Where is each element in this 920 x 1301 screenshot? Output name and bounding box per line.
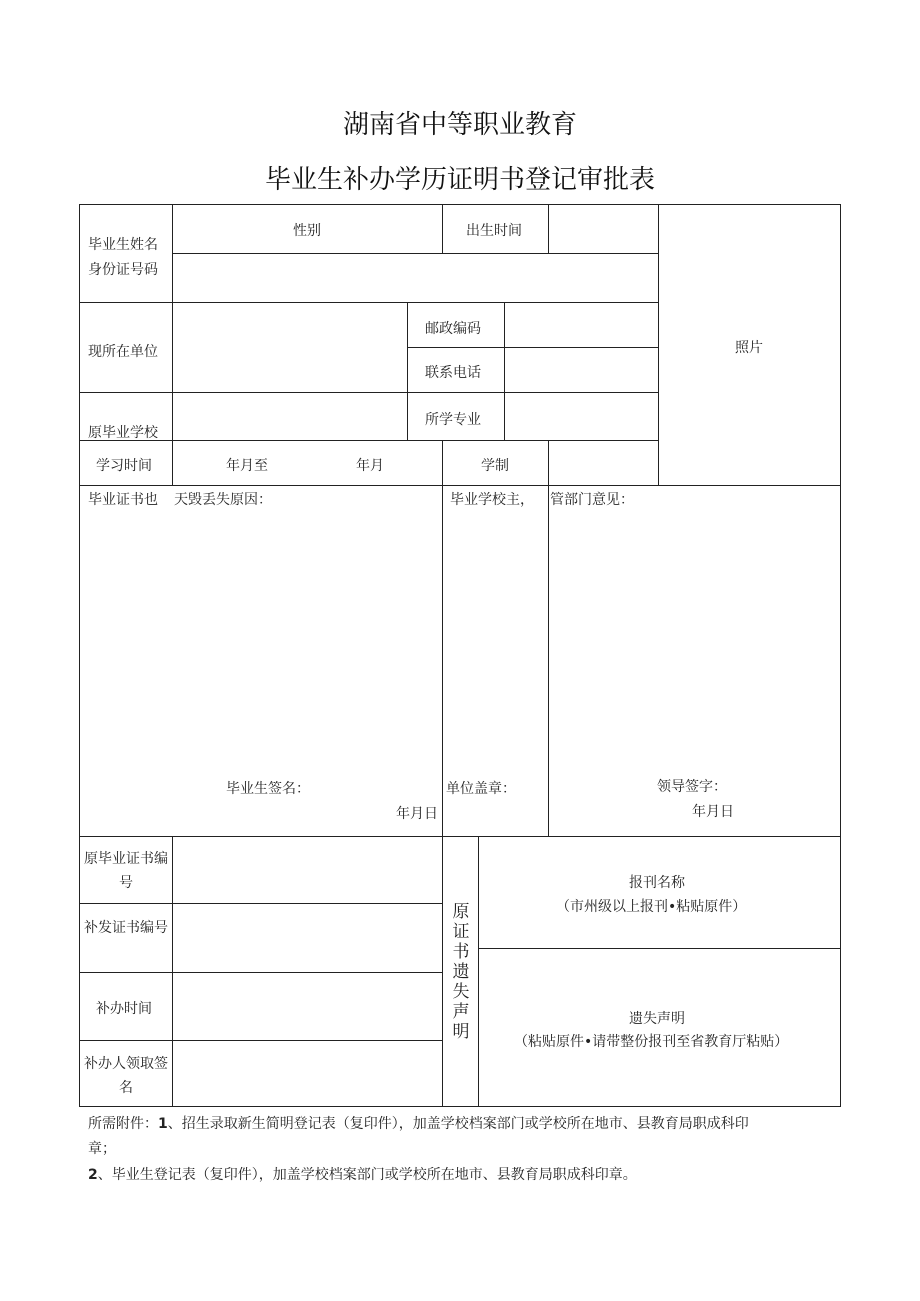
orig-cert-no-label: 原毕业证书编号 [84,851,168,891]
gender-label: 性别 [293,223,321,239]
note-num-1: 1 [158,1116,168,1132]
form-title-line1: 湖南省中等职业教育 [342,110,577,140]
loss-stmt-note: （粘贴原件•请带整份报刊至省教育厅粘贴） [514,1034,789,1050]
rule-col-schooling [548,440,549,485]
table-border-top [79,204,841,205]
rule-newspaper [478,948,840,949]
school-label: 原毕业学校 [88,425,158,441]
rule-postcode [407,347,659,348]
rule-col-reason [442,485,443,836]
loss-stmt-title: 遗失声明 [629,1011,685,1027]
rule-col-label [172,204,173,485]
rule-col-label2 [172,836,173,1107]
note-line-2 [88,1164,637,1184]
reissue-cert-no-label: 补发证书编号 [84,920,168,936]
photo-label: 照片 [735,340,763,356]
note-item-2: 、毕业生登记表（复印件），加盖学校档案部门或学校所在地市、县教育局职成科印章。 [97,1167,637,1183]
rule-row8 [79,972,443,973]
major-label: 所学专业 [425,412,481,428]
dept-opinion-label: 管部门意见： [550,492,634,508]
note-num-2: 2 [88,1167,98,1183]
rule-row9 [79,1040,443,1041]
rule-row4 [79,440,659,441]
id-label: 身份证号码 [88,262,158,278]
rule-row2 [79,302,659,303]
date-1: 年月日 [396,806,438,822]
table-border-right [840,204,841,1107]
rule-row7 [79,903,443,904]
note-prefix: 所需附件： [88,1116,158,1132]
rule-col-postcode [407,302,408,440]
unit-seal-label: 单位盖章： [446,781,516,797]
rule-col-vert-b [478,836,479,1107]
note-line-1-cont: 章； [88,1141,116,1157]
date-2: 年月日 [692,804,734,820]
school-head-label: 毕业学校主， [450,492,534,508]
rule-col-photo [658,204,659,485]
rule-row6 [79,836,841,837]
rule-col-study [442,440,443,485]
loss-reason-label: 天毁丢失原因： [174,492,272,508]
table-border-bottom [79,1106,841,1107]
rule-col-gender-end [442,204,443,253]
birth-label: 出生时间 [466,223,522,239]
graduate-sign-label: 毕业生签名： [226,781,310,797]
year-month-to: 年月至 [226,458,268,474]
unit-label: 现所在单位 [88,344,158,360]
receiver-sign-label: 补办人领取签名 [84,1056,168,1096]
rule-col-birth-end [548,204,549,253]
newspaper-title: 报刊名称 [629,875,685,891]
rule-col-postcode-val [504,302,505,440]
schooling-label: 学制 [481,458,509,474]
cert-label: 毕业证书也 [88,492,158,508]
rule-row1 [172,253,659,254]
rule-row5 [79,485,841,486]
name-label: 毕业生姓名 [88,237,158,253]
leader-sign-label: 领导签字： [657,779,727,795]
rule-col-vert-a [442,836,443,1107]
loss-statement-vertical: 原 证 书 遗 失 声 明 [452,902,470,1042]
phone-label: 联系电话 [425,365,481,381]
rule-row3 [79,392,659,393]
note-item-1: 、招生录取新生简明登记表（复印件），加盖学校档案部门或学校所在地市、县教育局职成科印 [167,1116,749,1132]
year-month: 年月 [356,458,384,474]
note-line-1 [88,1113,749,1133]
postcode-label: 邮政编码 [425,321,481,337]
form-title-line2: 毕业生补办学历证明书登记审批表 [264,165,655,195]
reissue-time-label: 补办时间 [96,1001,152,1017]
newspaper-note: （市州级以上报刊•粘贴原件） [556,899,747,915]
study-time-label: 学习时间 [96,458,152,474]
rule-col-dept [548,485,549,836]
